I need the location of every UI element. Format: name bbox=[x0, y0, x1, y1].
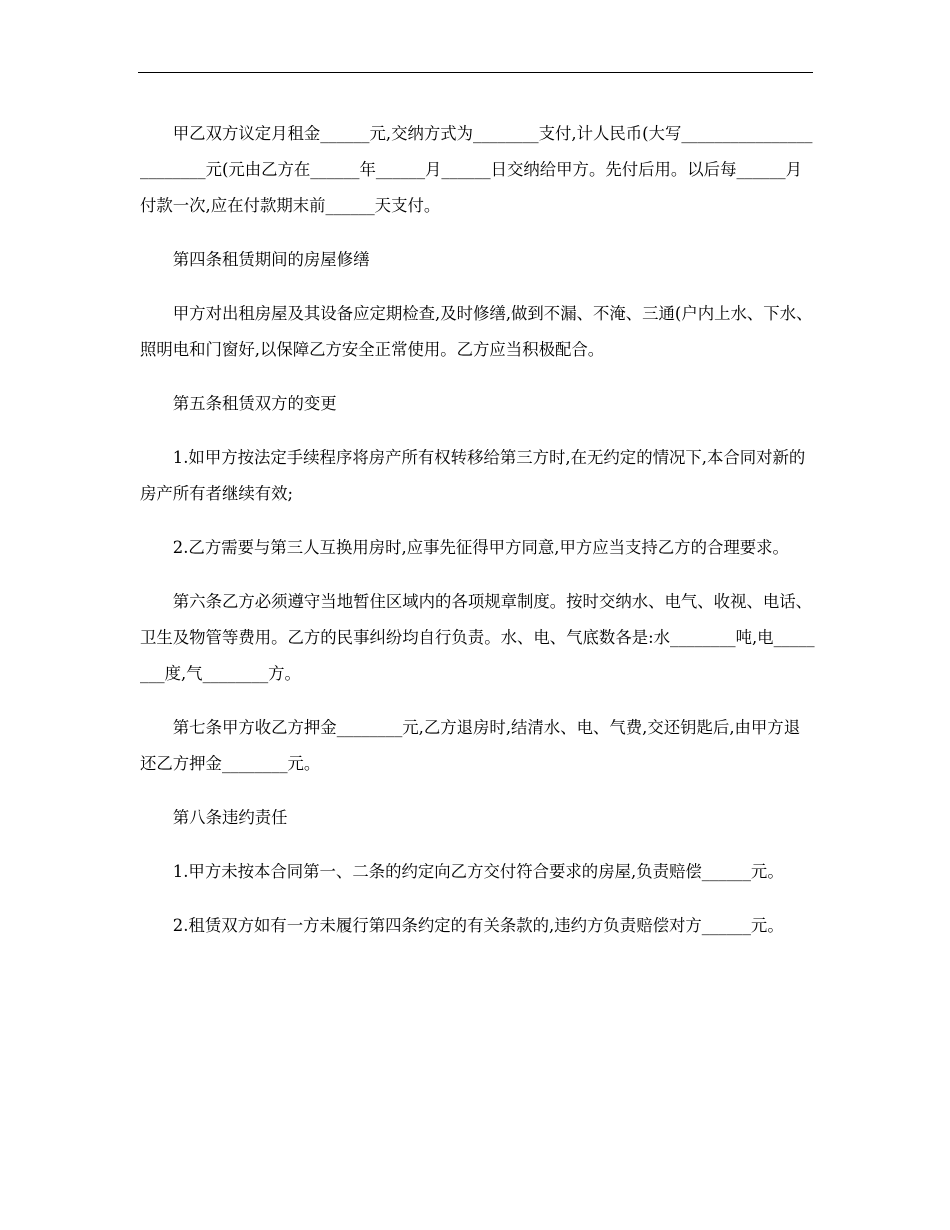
article-8-heading: 第八条违约责任 bbox=[172, 808, 288, 827]
paragraph-article-6: 第六条乙方必须遵守当地暂住区域内的各项规章制度。按时交纳水、电气、收视、电话、卫生及物管等费用。乙方的民事纠纷均自行负责。水、电、气底数各是:水________吨,电________度,气________方。 bbox=[140, 592, 815, 683]
paragraph-rent-payment: 甲乙双方议定月租金______元,交纳方式为________支付,计人民币(大写________________________元(元由乙方在______年______月______日交纳给甲方。先付后用。以后每______月付款一次,应在付款期末前______天支付。 bbox=[140, 124, 813, 215]
paragraph-breach-2: 2.租赁双方如有一方未履行第四条约定的有关条款的,违约方负责赔偿对方______元。 bbox=[172, 916, 784, 935]
paragraph-change-1: 1.如甲方按法定手续程序将房产所有权转移给第三方时,在无约定的情况下,本合同对新的房产所有者继续有效; bbox=[140, 448, 806, 503]
paragraph-repairs: 甲方对出租房屋及其设备应定期检查,及时修缮,做到不漏、不淹、三通(户内上水、下水、照明电和门窗好,以保障乙方安全正常使用。乙方应当积极配合。 bbox=[140, 304, 813, 359]
paragraph-article-7: 第七条甲方收乙方押金________元,乙方退房时,结清水、电、气费,交还钥匙后,由甲方退还乙方押金________元。 bbox=[140, 718, 801, 773]
article-5-heading: 第五条租赁双方的变更 bbox=[172, 394, 337, 413]
paragraph-change-2: 2.乙方需要与第三人互换用房时,应事先征得甲方同意,甲方应当支持乙方的合理要求。 bbox=[172, 538, 789, 557]
header-rule bbox=[138, 72, 813, 73]
paragraph-breach-1: 1.甲方未按本合同第一、二条的约定向乙方交付符合要求的房屋,负责赔偿______元。 bbox=[172, 862, 784, 881]
article-4-heading: 第四条租赁期间的房屋修缮 bbox=[172, 250, 370, 269]
document-body bbox=[140, 116, 815, 962]
